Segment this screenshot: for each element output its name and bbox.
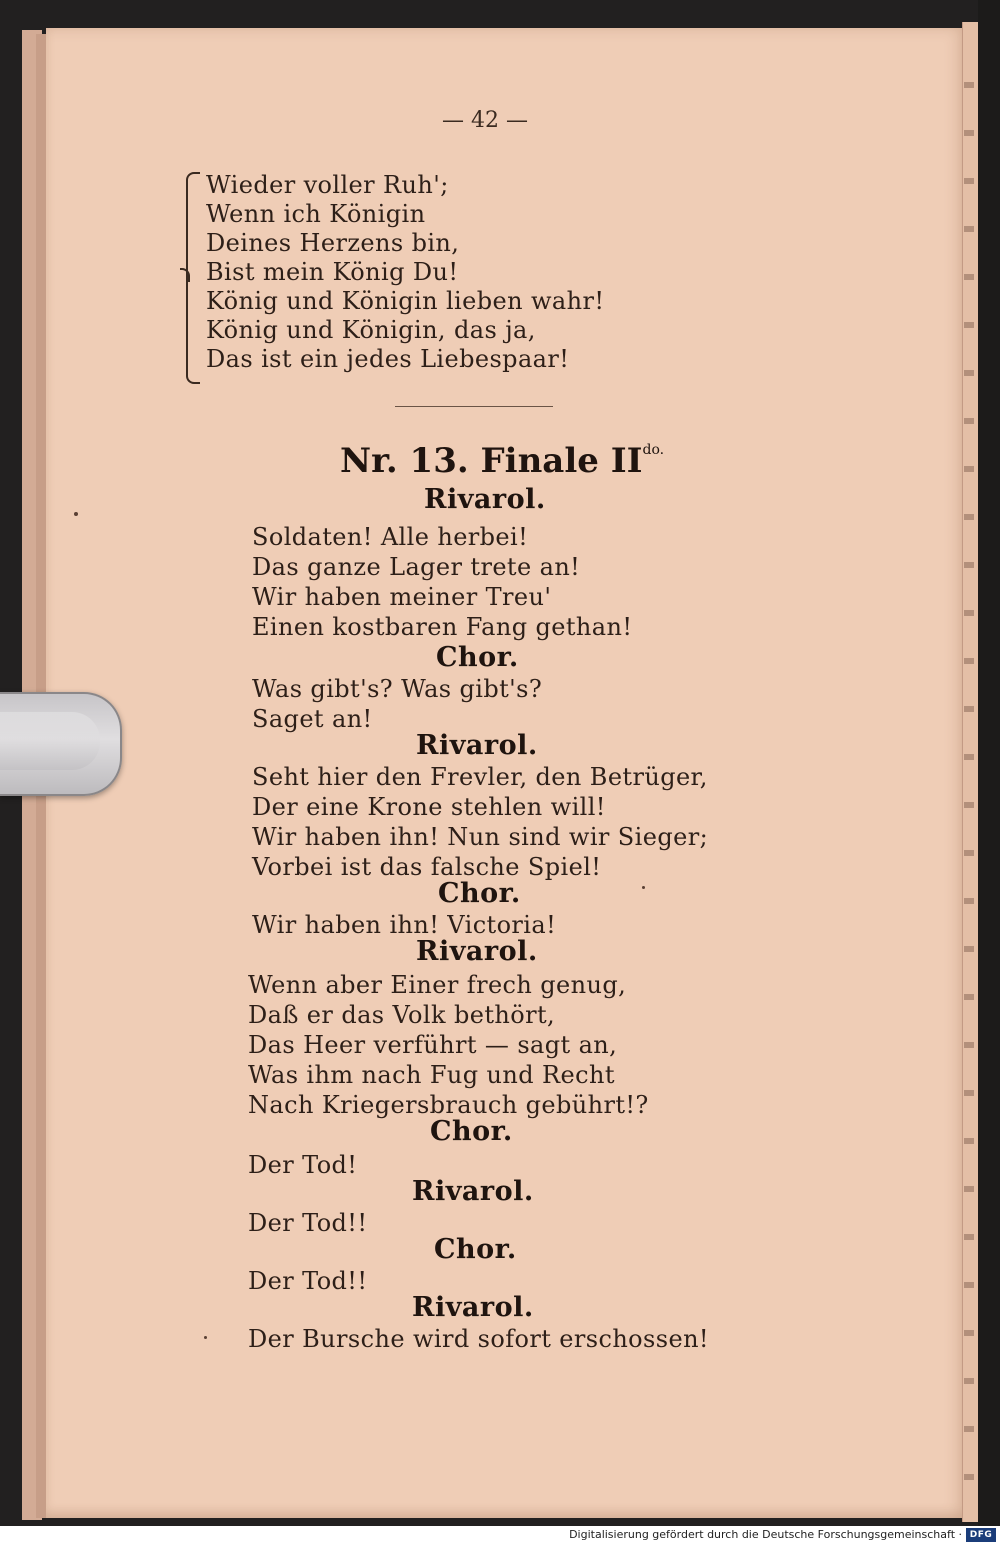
verse-line: Bist mein König Du! (206, 258, 459, 286)
verse-line: Wieder voller Ruh'; (206, 171, 449, 199)
binding-stitches (964, 40, 974, 1500)
dialogue-line: Der Tod!! (248, 1267, 368, 1295)
speaker-name: Chor. (438, 878, 521, 909)
section-divider (395, 406, 553, 407)
dialogue-line: Wir haben meiner Treu' (252, 583, 552, 611)
verse-line: König und Königin, das ja, (206, 316, 536, 344)
verse-line: König und Königin lieben wahr! (206, 287, 605, 315)
section-title-text: Nr. 13. Finale II (340, 441, 643, 481)
verse-line: Das ist ein jedes Liebespaar! (206, 345, 570, 373)
digitization-footer (0, 1526, 1000, 1546)
dialogue-line: Daß er das Volk bethört, (248, 1001, 556, 1029)
page-clip-tab-highlight (0, 712, 100, 770)
dialogue-line: Wenn aber Einer frech genug, (248, 971, 627, 999)
verse-line: Wenn ich Königin (206, 200, 426, 228)
paper-speck (642, 886, 645, 889)
speaker-name: Rivarol. (412, 1292, 534, 1323)
paper-speck (74, 512, 78, 516)
verse-line: Deines Herzens bin, (206, 229, 460, 257)
section-title (340, 428, 664, 483)
section-title-sup: do. (642, 442, 665, 458)
speaker-name: Chor. (434, 1234, 517, 1265)
dialogue-line: Das Heer verführt — sagt an, (248, 1031, 618, 1059)
speaker-name: Chor. (430, 1116, 513, 1147)
dialogue-line: Der eine Krone stehlen will! (252, 793, 606, 821)
dfg-logo: DFG (966, 1528, 996, 1542)
binding-band (978, 0, 1000, 1526)
dialogue-line: Einen kostbaren Fang gethan! (252, 613, 633, 641)
speaker-name: Rivarol. (412, 1176, 534, 1207)
dialogue-line: Nach Kriegersbrauch gebührt!? (248, 1091, 649, 1119)
dialogue-line: Vorbei ist das falsche Spiel! (252, 853, 602, 881)
paper-speck (204, 1336, 207, 1339)
dialogue-line: Soldaten! Alle herbei! (252, 523, 529, 551)
speaker-name: Rivarol. (416, 936, 538, 967)
dialogue-line: Was ihm nach Fug und Recht (248, 1061, 615, 1089)
dialogue-line: Das ganze Lager trete an! (252, 553, 581, 581)
dialogue-line: Was gibt's? Was gibt's? (252, 675, 543, 703)
dialogue-line: Wir haben ihn! Nun sind wir Sieger; (252, 823, 709, 851)
digitization-credit: Digitalisierung gefördert durch die Deutsche Forschungsgemeinschaft · (569, 1528, 962, 1541)
dialogue-line: Der Bursche wird sofort erschossen! (248, 1325, 709, 1353)
dialogue-line: Saget an! (252, 705, 373, 733)
dialogue-line: Der Tod! (248, 1151, 358, 1179)
speaker-name: Rivarol. (416, 730, 538, 761)
dialogue-line: Seht hier den Frevler, den Betrüger, (252, 763, 708, 791)
speaker-name: Chor. (436, 642, 519, 673)
speaker-name: Rivarol. (424, 484, 546, 515)
dialogue-line: Der Tod!! (248, 1209, 368, 1237)
dialogue-line: Wir haben ihn! Victoria! (252, 911, 557, 939)
page-number: — 42 — (442, 108, 528, 133)
